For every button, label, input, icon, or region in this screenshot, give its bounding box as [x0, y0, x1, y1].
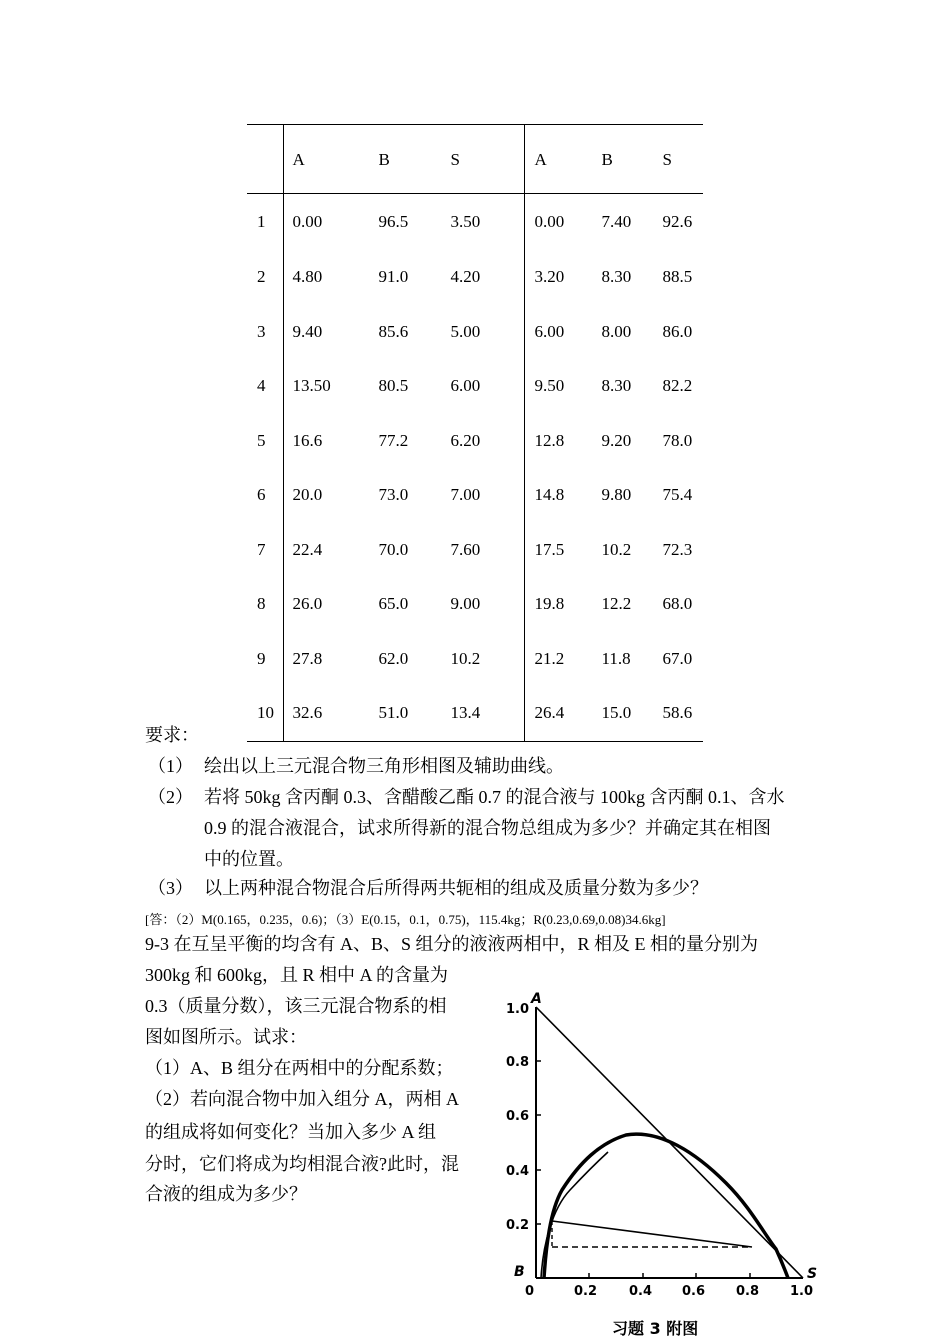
tie-line	[552, 1221, 752, 1247]
requirement-text: 以上两种混合物混合后所得两共轭相的组成及质量分数为多少？	[204, 878, 708, 898]
vertex-label-b: B	[514, 1264, 525, 1280]
table-cell: A	[283, 125, 379, 194]
problem-line-2: 300kg 和 600kg，且 R 相中 A 的含量为	[145, 965, 449, 985]
x-tick-label: 0.2	[574, 1284, 598, 1299]
table-cell: 88.5	[662, 267, 693, 287]
table-cell: 4.80	[292, 267, 323, 287]
table-cell: 17.5	[534, 539, 565, 559]
table-cell: 11.8	[601, 648, 631, 668]
table-cell: 7.00	[451, 468, 525, 523]
table-cell: 96.5	[379, 194, 451, 251]
table-cell: 75.4	[662, 485, 693, 505]
y-tick-label: 0.4	[506, 1164, 530, 1179]
table-cell: B	[379, 125, 451, 194]
table-cell: S	[451, 125, 525, 194]
table-cell: 51.0	[378, 703, 409, 723]
table-cell: 26.4	[534, 703, 565, 723]
requirement-text: 绘出以上三元混合物三角形相图及辅助曲线。	[204, 756, 564, 776]
y-tick-label: 1.0	[506, 1002, 530, 1017]
figure-caption: 习题 3 附图	[612, 1319, 699, 1338]
y-tick-label: 0.8	[506, 1055, 530, 1070]
table-cell: 78.0	[662, 430, 693, 450]
requirements-heading: 要求：	[145, 725, 199, 745]
table-row	[247, 414, 703, 469]
problem-line-8: 分时，它们将成为均相混合液?此时，混	[145, 1154, 459, 1174]
x-tick-label: 1.0	[790, 1284, 814, 1299]
vertex-label-s: S	[807, 1266, 818, 1282]
table-cell: 32.6	[292, 703, 323, 723]
table-cell: 19.8	[534, 594, 565, 614]
table-cell: 8.30	[601, 267, 632, 287]
table-cell: B	[602, 125, 663, 194]
table-cell: 72.3	[662, 539, 693, 559]
table-cell: 3.20	[534, 267, 565, 287]
row-index-cell: 1	[247, 194, 283, 251]
table-row	[247, 523, 703, 578]
x-tick-label: 0.6	[682, 1284, 706, 1299]
table-row	[247, 632, 703, 687]
table-cell: 14.8	[534, 485, 565, 505]
problem-line-6: （2）若向混合物中加入组分 A，两相 A	[145, 1089, 459, 1109]
row-index-cell: 4	[247, 359, 283, 414]
requirement-item-2-line-2: 0.9 的混合液混合，试求所得新的混合物总组成为多少？并确定其在相图	[204, 818, 771, 838]
table-cell: 68.0	[662, 594, 693, 614]
y-tick-label: 0.2	[506, 1218, 530, 1233]
table-cell: 9.40	[292, 321, 323, 341]
table-cell: 0.00	[283, 194, 379, 251]
table-row	[247, 468, 703, 523]
table-cell: S	[663, 125, 704, 194]
table-cell: A	[524, 125, 602, 194]
table-cell: 62.0	[378, 648, 409, 668]
row-index-cell: 10	[247, 686, 283, 741]
table-cell: 7.60	[451, 523, 525, 578]
table-row	[247, 577, 703, 632]
table-row	[247, 250, 703, 305]
requirement-number: （3）	[148, 878, 193, 898]
requirement-item-2-line-3: 中的位置。	[204, 849, 294, 869]
problem-line-7: 的组成将如何变化？当加入多少 A 组	[145, 1122, 437, 1142]
row-index-cell: 9	[247, 632, 283, 687]
table-cell: 9.00	[451, 577, 525, 632]
row-index-cell: 2	[247, 250, 283, 305]
table-cell: 91.0	[378, 267, 409, 287]
table-cell: 5.00	[451, 305, 525, 360]
table-cell: 8.00	[601, 321, 632, 341]
table-cell: 70.0	[378, 539, 409, 559]
table-cell: 7.40	[602, 194, 663, 251]
requirement-item-1	[148, 751, 564, 782]
table-cell: 82.2	[662, 376, 693, 396]
table-cell: 6.20	[451, 414, 525, 469]
table-cell: 10.2	[601, 539, 632, 559]
table-cell: 13.4	[451, 686, 525, 741]
row-index-cell: 7	[247, 523, 283, 578]
x-tick-label: 0.8	[736, 1284, 760, 1299]
table-cell: 26.0	[292, 594, 323, 614]
equilibrium-data-table	[247, 124, 703, 742]
y-tick-label: 0.6	[506, 1109, 530, 1124]
table-cell: 10.2	[451, 632, 525, 687]
table-cell: 85.6	[378, 321, 409, 341]
row-index-cell: 8	[247, 577, 283, 632]
problem-line-3: 0.3（质量分数），该三元混合物系的相	[145, 996, 447, 1016]
table-cell: 80.5	[378, 376, 409, 396]
table-cell: 67.0	[662, 648, 693, 668]
table-cell: 0.00	[524, 194, 602, 251]
table-cell: 12.2	[601, 594, 632, 614]
table-cell: 4.20	[451, 250, 525, 305]
x-tick-label: 0.4	[629, 1284, 653, 1299]
table-cell: 15.0	[601, 703, 632, 723]
table-row	[247, 359, 703, 414]
table-row	[247, 686, 703, 741]
requirement-number: （1）	[148, 756, 193, 776]
table-cell: 16.6	[292, 430, 323, 450]
table-cell: 6.00	[451, 359, 525, 414]
requirement-text: 若将 50kg 含丙酮 0.3、含醋酸乙酯 0.7 的混合液与 100kg 含丙酮 0.1、含水	[204, 787, 785, 807]
table-cell: 22.4	[292, 539, 323, 559]
table-cell: 9.20	[601, 430, 632, 450]
table-cell: 21.2	[534, 648, 565, 668]
requirement-number: （2）	[148, 787, 193, 807]
table-cell: 65.0	[378, 594, 409, 614]
table-cell: 12.8	[534, 430, 565, 450]
problem-line-5: （1）A、B 组分在两相中的分配系数；	[145, 1058, 454, 1078]
answer-line: [答：（2）M(0.165，0.235，0.6)；（3）E(0.15，0.1，0.75)，115.4kg；R(0.23,0.69,0.08)34.6kg]	[145, 912, 666, 927]
row-index-cell: 3	[247, 305, 283, 360]
table-row	[247, 305, 703, 360]
table-header-row	[247, 125, 703, 194]
row-index-cell	[247, 125, 283, 194]
x-tick-label: 0	[525, 1284, 535, 1299]
table-cell: 86.0	[662, 321, 693, 341]
problem-line-9: 合液的组成为多少？	[145, 1184, 307, 1204]
requirement-item-3	[148, 873, 708, 904]
table-row	[247, 194, 703, 251]
binodal-curve	[544, 1134, 788, 1278]
table-cell: 6.00	[534, 321, 565, 341]
table-cell: 9.80	[601, 485, 632, 505]
table-cell: 92.6	[663, 194, 704, 251]
table-cell: 77.2	[378, 430, 409, 450]
row-index-cell: 5	[247, 414, 283, 469]
table-cell: 9.50	[534, 376, 565, 396]
table-cell: 13.50	[292, 376, 331, 396]
table-cell: 8.30	[601, 376, 632, 396]
phase-diagram-figure	[500, 985, 830, 1305]
table-cell: 27.8	[292, 648, 323, 668]
table-cell: 3.50	[451, 194, 525, 251]
requirement-item-2	[148, 782, 785, 813]
row-index-cell: 6	[247, 468, 283, 523]
problem-line-1: 9-3 在互呈平衡的均含有 A、B、S 组分的液液两相中，R 相及 E 相的量分别为	[145, 934, 759, 954]
table-cell: 58.6	[662, 703, 693, 723]
table-cell: 73.0	[378, 485, 409, 505]
vertex-label-a: A	[531, 991, 542, 1007]
table-cell: 20.0	[292, 485, 323, 505]
problem-line-4: 图如图所示。试求：	[145, 1027, 307, 1047]
